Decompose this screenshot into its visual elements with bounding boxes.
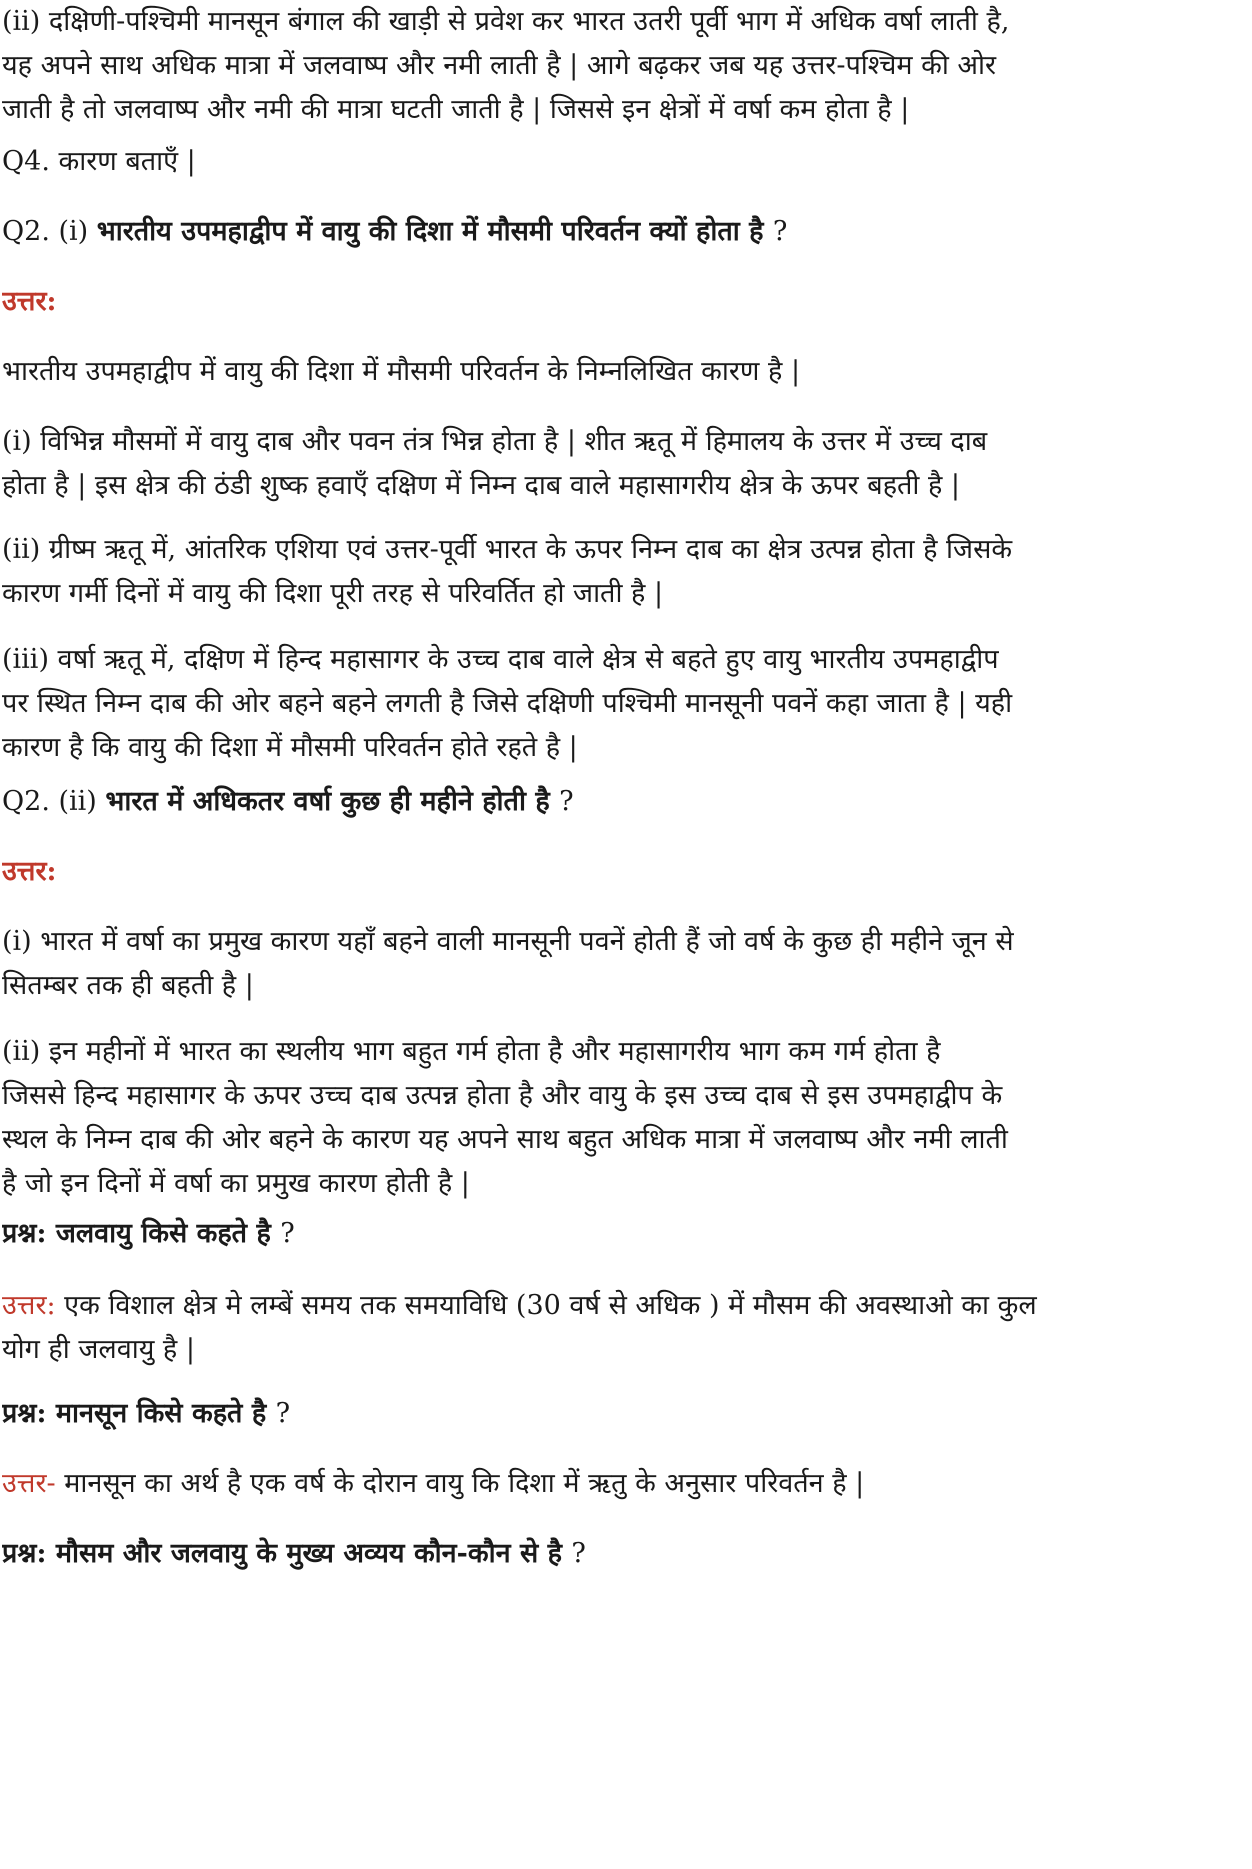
question-weather-climate-elements: प्रश्न: मौसम और जलवायु के मुख्य अव्यय कौन-कौन से है ?	[2, 1538, 586, 1569]
question-monsoon: प्रश्न: मानसून किसे कहते है ?	[2, 1398, 291, 1429]
answer-intro: भारतीय उपमहाद्वीप में वायु की दिशा में मौसमी परिवर्तन के निम्नलिखित कारण है |	[2, 356, 801, 387]
answer-point-1: (i) विभिन्न मौसमों में वायु दाब और पवन तंत्र भिन्न होता है | शीत ऋतू में हिमालय के उत्तर में उच्च दाब होता है | इस क्षेत्र की ठंडी शुष्क हवाएँ दक्षिण में निम्न दाब वाले महासागरीय क्षेत्र के ऊपर बहती है |	[2, 426, 988, 501]
question-q2-i: Q2. (i) भारतीय उपमहाद्वीप में वायु की दिशा में मौसमी परिवर्तन क्यों होता है ?	[2, 216, 788, 247]
paragraph-monsoon-rainfall: (ii) दक्षिणी-पश्चिमी मानसून बंगाल की खाड़ी से प्रवेश कर भारत उतरी पूर्वी भाग में अधिक वर्षा लाती है, यह अपने साथ अधिक मात्रा में जलवाष्प और नमी लाती है | आगे बढ़कर जब यह उत्तर-पश्चिम की ओर जाती है तो जलवाष्प और नमी की मात्रा घटती जाती है | जिससे इन क्षेत्रों में वर्षा कम होता है |	[2, 6, 1010, 125]
answer-label: उत्तर:	[2, 856, 57, 887]
answer-point-2: (ii) ग्रीष्म ऋतू में, आंतरिक एशिया एवं उत्तर-पूर्वी भारत के ऊपर निम्न दाब का क्षेत्र उत्पन्न होता है जिसके कारण गर्मी दिनों में वायु की दिशा पूरी तरह से परिवर्तित हो जाती है |	[2, 534, 1013, 609]
question-q2-ii: Q2. (ii) भारत में अधिकतर वर्षा कुछ ही महीने होती है ?	[2, 786, 574, 817]
question-climate: प्रश्न: जलवायु किसे कहते है ?	[2, 1218, 295, 1249]
heading-q4: Q4. कारण बताएँ |	[2, 146, 196, 177]
answer-label: उत्तर:	[2, 286, 57, 317]
answer-climate: उत्तर: एक विशाल क्षेत्र मे लम्बें समय तक समयाविधि (30 वर्ष से अधिक ) में मौसम की अवस्थाओ का कुल योग ही जलवायु है |	[2, 1290, 1037, 1365]
answer-point-3: (iii) वर्षा ऋतू में, दक्षिण में हिन्द महासागर के उच्च दाब वाले क्षेत्र से बहते हुए वायु भारतीय उपमहाद्वीप पर स्थित निम्न दाब की ओर बहने बहने लगती है जिसे दक्षिणी पश्चिमी मानसूनी पवनें कहा जाता है | यही कारण है कि वायु की दिशा में मौसमी परिवर्तन होते रहते है |	[2, 644, 1013, 763]
answer-monsoon: उत्तर- मानसून का अर्थ है एक वर्ष के दोरान वायु कि दिशा में ऋतु के अनुसार परिवर्तन है |	[2, 1468, 865, 1499]
answer-point-1: (i) भारत में वर्षा का प्रमुख कारण यहाँ बहने वाली मानसूनी पवनें होती हैं जो वर्ष के कुछ ही महीने जून से सितम्बर तक ही बहती है |	[2, 926, 1014, 1001]
answer-point-2: (ii) इन महीनों में भारत का स्थलीय भाग बहुत गर्म होता है और महासागरीय भाग कम गर्म होता है जिससे हिन्द महासागर के ऊपर उच्च दाब उत्पन्न होता है और वायु के इस उच्च दाब से इस उपमहाद्वीप के स्थल के निम्न दाब की ओर बहने के कारण यह अपने साथ बहुत अधिक मात्रा में जलवाष्प और नमी लाती है जो इन दिनों में वर्षा का प्रमुख कारण होती है |	[2, 1036, 1008, 1199]
